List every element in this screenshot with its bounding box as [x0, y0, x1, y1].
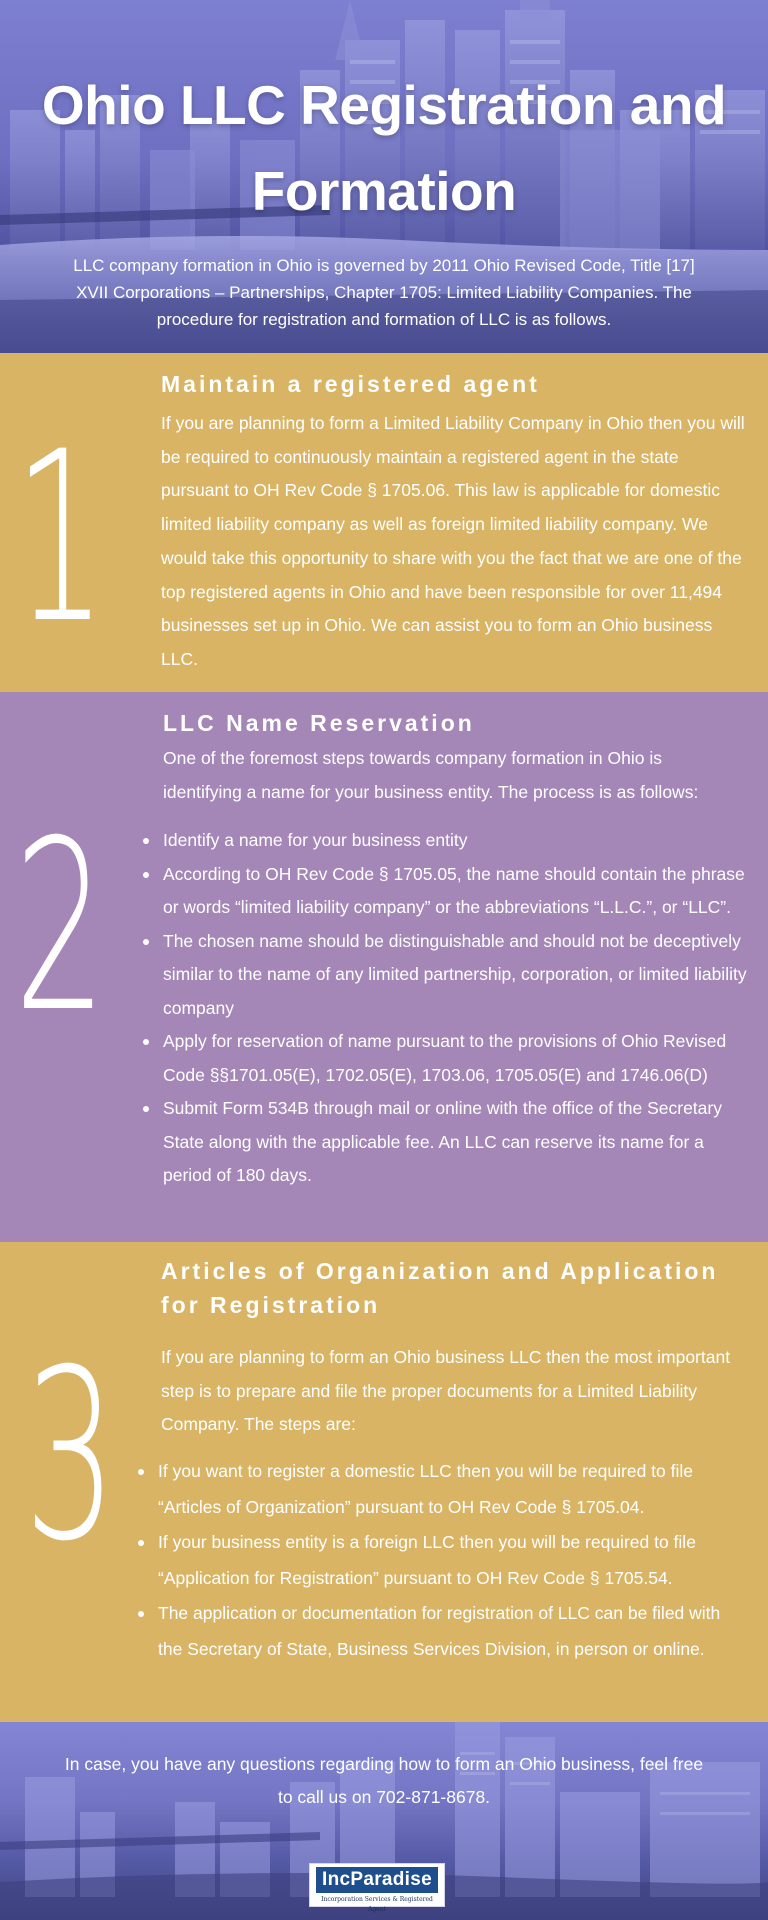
step-2-section: [0, 692, 768, 1242]
step-3-section: [0, 1242, 768, 1722]
step-title: Maintain a registered agent: [161, 371, 540, 397]
list-item: Identify a name for your business entity: [139, 824, 749, 858]
list-item: Apply for reservation of name pursuant to the provisions of Ohio Revised Code §§1701.05(E), 1702.05(E), 1703.06, 1705.05(E) and 1746.06(D): [139, 1025, 749, 1092]
step-number: 1: [14, 402, 107, 675]
list-item: Submit Form 534B through mail or online with the office of the Secretary State along with the applicable fee. An LLC can reserve its name for a period of 180 days.: [139, 1092, 749, 1193]
step-body: If you are planning to form a Limited Liability Company in Ohio then you will be required to continuously maintain a registered agent in the state pursuant to OH Rev Code § 1705.06. This law is applicable for domestic limited liability company as well as foreign limited liability company. We would take this opportunity to share with you the fact that we are one of the top registered agents in Ohio and have been responsible for over 11,494 businesses set up in Ohio. We can assist you to form an Ohio business LLC.: [161, 413, 745, 669]
step-body: One of the foremost steps towards company formation in Ohio is identifying a name for your business entity. The process is as follows:: [163, 748, 699, 802]
list-item: If your business entity is a foreign LLC then you will be required to file “Application for Registration” pursuant to OH Rev Code § 1705.54.: [134, 1525, 734, 1596]
logo-tagline: Incorporation Services & Registered Agent: [321, 1896, 433, 1913]
hero-banner: [0, 0, 768, 353]
page-title: Ohio LLC Registration and Formation: [41, 74, 727, 222]
logo-wordmark: IncParadise: [316, 1867, 438, 1893]
incparadise-logo[interactable]: [309, 1863, 445, 1913]
intro-text: LLC company formation in Ohio is governed by 2011 Ohio Revised Code, Title [17] XVII Corporations – Partnerships, Chapter 1705: Limited Liability Companies. The procedure for registration and formation of LLC is as follows.: [73, 256, 695, 329]
step-title: LLC Name Reservation: [163, 710, 475, 736]
list-item: The application or documentation for registration of LLC can be filed with the Secretary of State, Business Services Division, in person or online.: [134, 1596, 734, 1667]
footer-banner: [0, 1722, 768, 1920]
list-item: According to OH Rev Code § 1705.05, the name should contain the phrase or words “limited liability company” or the abbreviations “L.L.C.”, or “LLC”.: [139, 858, 749, 925]
step-body: If you are planning to form an Ohio business LLC then the most important step is to prepare and file the proper documents for a Limited Liability Company. The steps are:: [161, 1347, 731, 1435]
step-list: [134, 1454, 734, 1667]
contact-text: In case, you have any questions regarding how to form an Ohio business, feel free to call us on 702-871-8678.: [64, 1754, 704, 1807]
step-1-section: [0, 353, 768, 692]
list-item: If you want to register a domestic LLC then you will be required to file “Articles of Organization” pursuant to OH Rev Code § 1705.04.: [134, 1454, 734, 1525]
list-item: The chosen name should be distinguishable and should not be deceptively similar to the name of any limited partnership, corporation, or limited liability company: [139, 925, 749, 1026]
step-number: 3: [24, 1320, 117, 1593]
step-number: 2: [14, 791, 107, 1064]
step-title: Articles of Organization and Application for Registration: [161, 1258, 719, 1318]
step-list: [139, 824, 749, 1193]
